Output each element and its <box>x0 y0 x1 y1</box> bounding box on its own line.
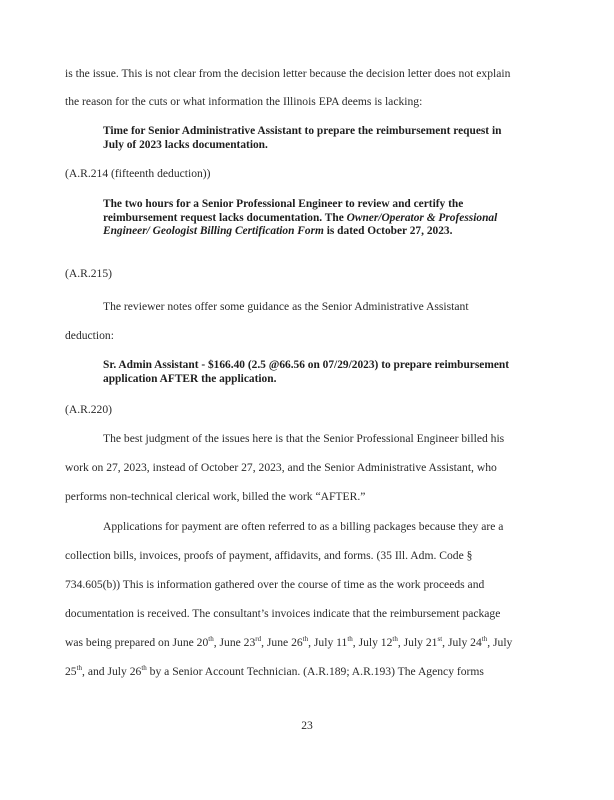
paragraph-line-dates: was being prepared on June 20th, June 23rd, June 26th, July 11th, July 12th, July 21st, July 24th, July <box>65 635 513 649</box>
paragraph-line-dates: 25th, and July 26th by a Senior Account Technician. (A.R.189; A.R.193) The Agency forms <box>65 664 484 678</box>
quote-2-text-c: is dated October 27, 2023. <box>323 225 453 238</box>
paragraph-line: 734.605(b)) This is information gathered over the course of time as the work proceeds and <box>65 578 485 591</box>
paragraph-line: The reviewer notes offer some guidance as the Senior Administrative Assistant <box>103 300 469 313</box>
paragraph-line: the reason for the cuts or what information the Illinois EPA deems is lacking: <box>65 95 423 108</box>
paragraph-line: documentation is received. The consultant’s invoices indicate that the reimbursement package <box>65 607 501 620</box>
quote-2-text-a: The two hours for a Senior Professional Engineer to review and certify the reimbursement request lacks documentation. The <box>103 198 464 224</box>
block-quote-1: Time for Senior Administrative Assistant to prepare the reimbursement request in July of 2023 lacks documentation. <box>103 125 502 151</box>
paragraph-line: collection bills, invoices, proofs of payment, affidavits, and forms. (35 Ill. Adm. Code § <box>65 549 473 562</box>
citation-1: (A.R.214 (fifteenth deduction)) <box>65 167 211 180</box>
billing-certification-form-title: Owner/Operator & Professional Engineer/ Geologist Billing Certification Form <box>103 211 498 238</box>
block-quote-2 <box>103 198 513 239</box>
citation-3: (A.R.220) <box>65 403 113 416</box>
paragraph-line: deduction: <box>65 329 114 342</box>
page-number: 23 <box>301 719 313 732</box>
paragraph-line: The best judgment of the issues here is that the Senior Professional Engineer billed his <box>103 432 505 445</box>
paragraph-line: performs non-technical clerical work, billed the work “AFTER.” <box>65 490 366 503</box>
paragraph-line: is the issue. This is not clear from the decision letter because the decision letter does not explain <box>65 67 511 80</box>
block-quote-3: Sr. Admin Assistant - $166.40 (2.5 @66.56 on 07/29/2023) to prepare reimbursement application AFTER the application. <box>103 359 510 385</box>
citation-2: (A.R.215) <box>65 267 113 280</box>
paragraph-line: work on 27, 2023, instead of October 27, 2023, and the Senior Administrative Assistant, who <box>65 461 497 474</box>
paragraph-line: Applications for payment are often referred to as a billing packages because they are a <box>103 520 504 533</box>
